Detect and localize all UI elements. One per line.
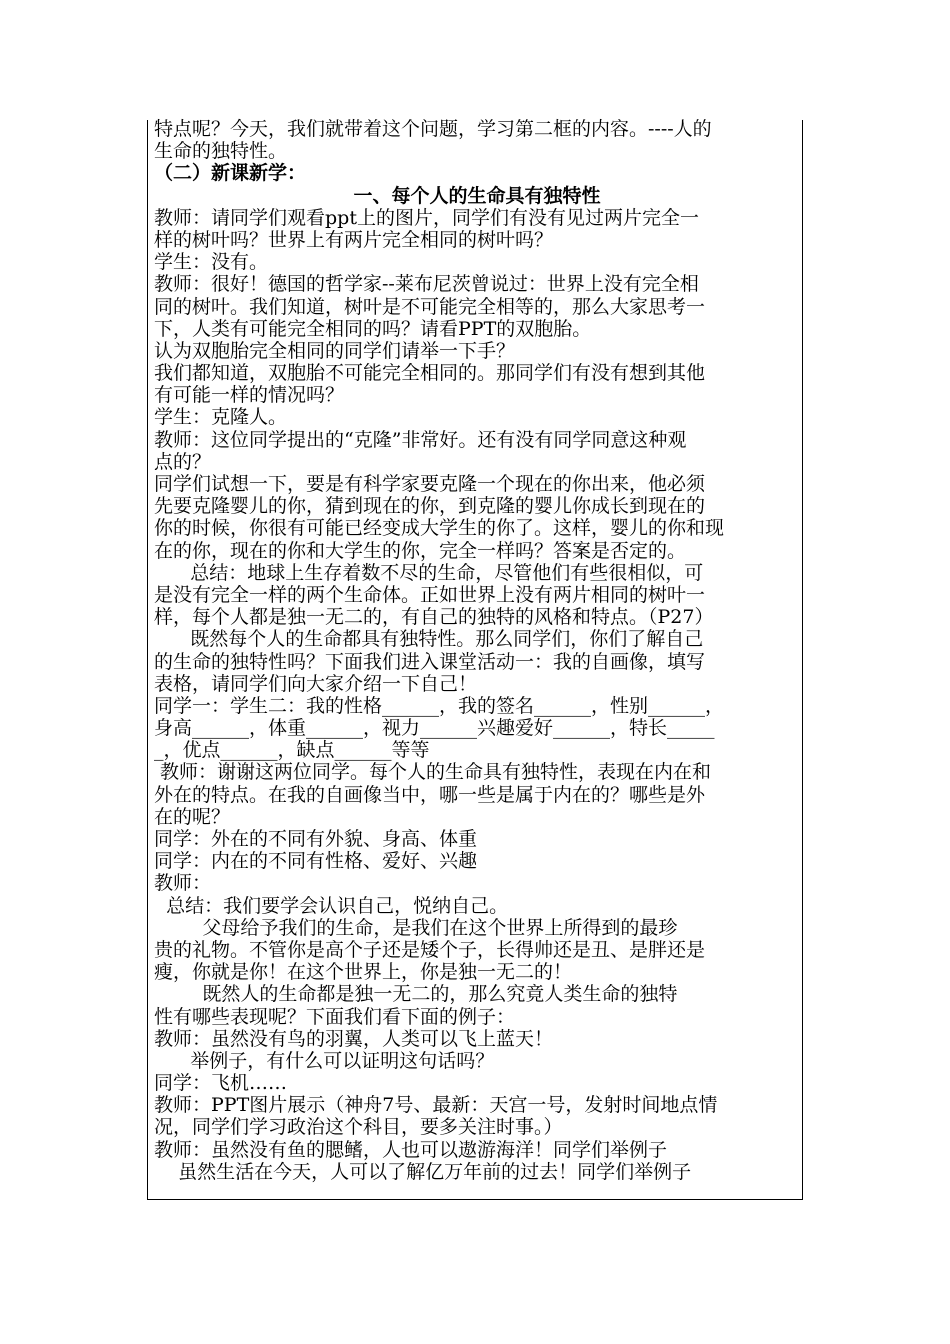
text-line: 学生：没有。	[154, 251, 269, 274]
text-line: 下，人类有可能完全相同的吗？请看PPT的双胞胎。	[154, 317, 592, 340]
text-line: 举例子，有什么可以证明这句话吗？	[154, 1049, 495, 1072]
text-line: 生命的独特性。	[154, 140, 288, 163]
text-line: 总结：地球上生存着数不尽的生命，尽管他们有些很相似，可	[154, 561, 704, 584]
text-line: 是没有完全一样的两个生命体。正如世界上没有两片相同的树叶一	[154, 583, 706, 606]
text-line: 教师：虽然没有鸟的羽翼，人类可以飞上蓝天！	[154, 1027, 554, 1050]
text-line: 样的树叶吗？世界上有两片完全相同的树叶吗？	[154, 228, 554, 251]
text-line: 学生：克隆人。	[154, 406, 288, 429]
text-line: 性有哪些表现呢？下面我们看下面的例子：	[154, 1005, 516, 1028]
text-line: 教师：	[154, 872, 212, 895]
text-line: 教师：谢谢这两位同学。每个人的生命具有独特性，表现在内在和	[154, 761, 712, 784]
text-line: 同学：内在的不同有性格、爱好、兴趣	[154, 850, 478, 873]
text-line: 同学：外在的不同有外貌、身高、体重	[154, 828, 478, 850]
text-line: 瘦，你就是你！在这个世界上，你是独一无二的！	[154, 961, 573, 984]
text-line: 既然人的生命都是独一无二的，那么究竟人类生命的独特	[154, 983, 678, 1006]
text-line: 总结：我们要学会认识自己，悦纳自己。	[154, 894, 509, 917]
text-line: 况，同学们学习政治这个科目，要多关注时事。）	[154, 1116, 563, 1139]
text-line: 教师：这位同学提出的“克隆”非常好。还有没有同学同意这种观	[154, 428, 687, 451]
text-line: 教师：虽然没有鱼的腮鳍，人也可以遨游海洋！同学们举例子	[154, 1138, 668, 1161]
text-line: 教师：很好！德国的哲学家--莱布尼茨曾说过：世界上没有完全相	[154, 273, 699, 296]
text-line: 同学一：学生二：我的性格______，我的签名______，性别______，	[154, 694, 725, 717]
text-line: 同学：飞机……	[154, 1072, 288, 1095]
text-line: 既然每个人的生命都具有独特性。那么同学们，你们了解自己	[154, 628, 704, 651]
text-line: 同的树叶。我们知道，树叶是不可能完全相等的，那么大家思考一	[154, 295, 706, 318]
text-line: 认为双胞胎完全相同的同学们请举一下手？	[154, 339, 516, 362]
text-line: 的生命的独特性吗？下面我们进入课堂活动一：我的自画像，填写	[154, 650, 706, 673]
text-line: 先要克隆婴儿的你，猜到现在的你，到克隆的婴儿你成长到现在的	[154, 495, 706, 518]
text-line: 在的呢？	[154, 805, 231, 828]
section-heading: 一、每个人的生命具有独特性	[353, 184, 601, 207]
text-line: 在的你，现在的你和大学生的你，完全一样吗？答案是否定的。	[154, 539, 687, 562]
text-line: 教师：请同学们观看ppt上的图片，同学们有没有见过两片完全一	[154, 206, 699, 229]
text-line: 点的？	[154, 450, 212, 473]
text-line: 外在的特点。在我的自画像当中，哪一些是属于内在的？哪些是外	[154, 783, 706, 806]
text-line: 教师：PPT图片展示（神舟7号、最新：天宫一号，发射时间地点情	[154, 1094, 718, 1117]
text-line: 你的时候，你很有可能已经变成大学生的你了。这样，婴儿的你和现	[154, 517, 725, 540]
text-line: 身高______，体重______，视力______兴趣爱好______，特长_____	[154, 717, 715, 740]
text-line: _，优点______，缺点______等等	[154, 739, 430, 762]
text-line: 表格，请同学们向大家介绍一下自己！	[154, 672, 478, 695]
text-line: 贵的礼物。不管你是高个子还是矮个子，长得帅还是丑、是胖还是	[154, 938, 706, 961]
text-line: 特点呢？今天，我们就带着这个问题，学习第二框的内容。----人的	[154, 118, 712, 140]
text-line: （二）新课新学：	[154, 162, 307, 185]
text-line: 有可能一样的情况吗？	[154, 384, 345, 407]
lesson-plan-text	[154, 118, 800, 1183]
text-line: 虽然生活在今天，人可以了解亿万年前的过去！同学们举例子	[154, 1160, 692, 1183]
text-line: 父母给予我们的生命，是我们在这个世界上所得到的最珍	[154, 916, 678, 939]
text-line: 同学们试想一下，要是有科学家要克隆一个现在的你出来，他必须	[154, 473, 706, 495]
text-line: 我们都知道，双胞胎不可能完全相同的。那同学们有没有想到其他	[154, 362, 706, 385]
text-line: 样，每个人都是独一无二的，有自己的独特的风格和特点。（P27）	[154, 606, 714, 629]
